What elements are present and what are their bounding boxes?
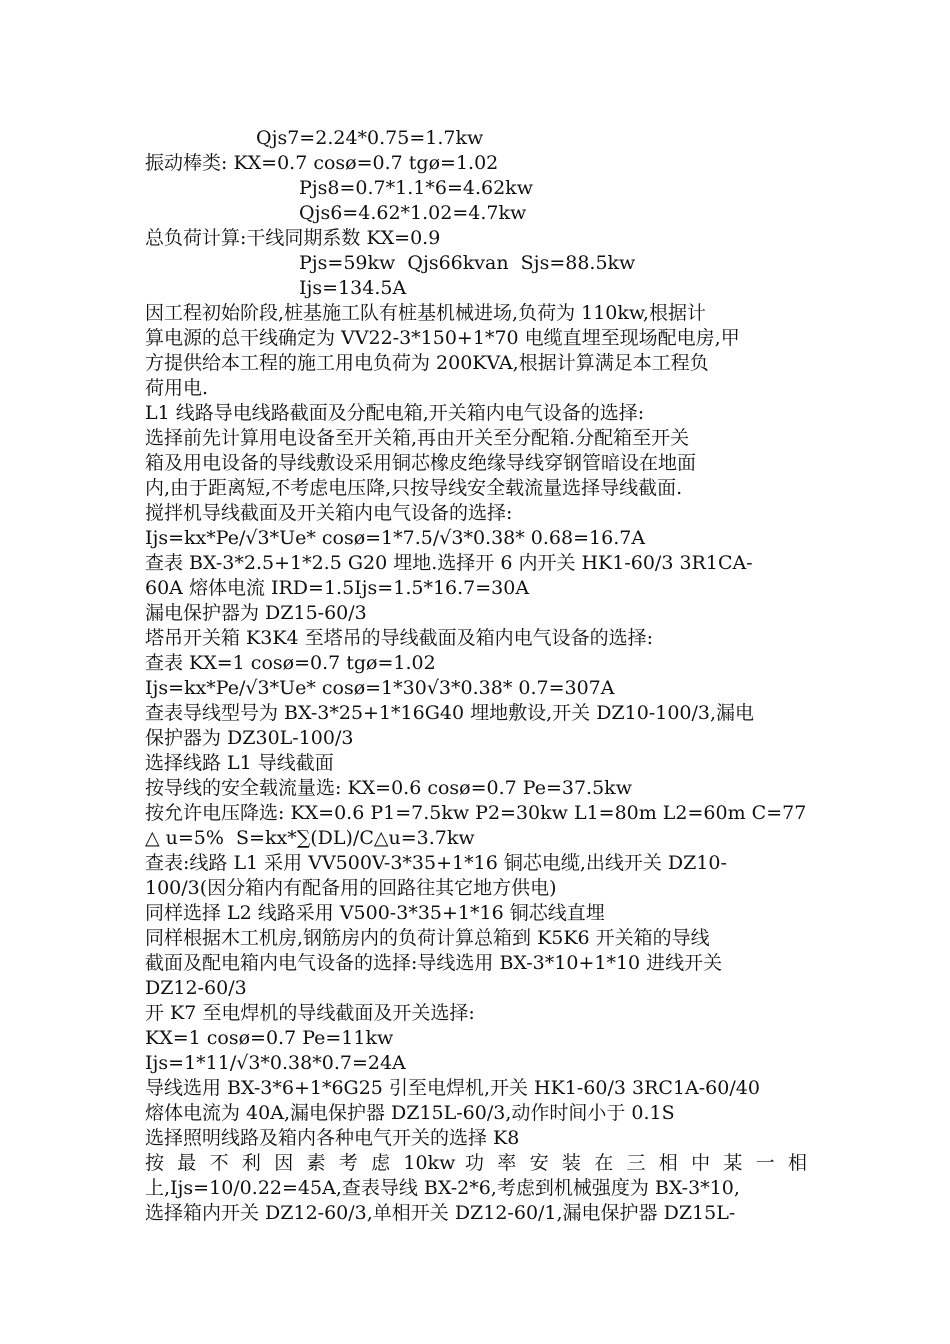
paragraph-line: 上,Ijs=10/0.22=45A,查表导线 BX-2*6,考虑到机械强度为 BX-3*10,: [145, 1177, 740, 1199]
paragraph-line: 箱及用电设备的导线敷设采用铜芯橡皮绝缘导线穿钢管暗设在地面: [145, 452, 697, 474]
paragraph-line: 漏电保护器为 DZ15-60/3: [145, 602, 367, 624]
welder-heading: 开 K7 至电焊机的导线截面及开关选择:: [145, 1002, 475, 1024]
mixer-heading: 搅拌机导线截面及开关箱内电气设备的选择:: [145, 502, 513, 524]
paragraph-line: 查表导线型号为 BX-3*25+1*16G40 埋地敷设,开关 DZ10-100/3,漏电: [145, 702, 755, 724]
paragraph-line: DZ12-60/3: [145, 977, 247, 999]
paragraph-line: 同样选择 L2 线路采用 V500-3*35+1*16 铜芯线直埋: [145, 902, 605, 924]
formula-crane-ijs: Ijs=kx*Pe/√3*Ue* cosø=1*30√3*0.38* 0.7=307A: [145, 677, 615, 699]
paragraph-line: 算电源的总干线确定为 VV22-3*150+1*70 电缆直埋至现场配电房,甲: [145, 327, 740, 349]
paragraph-line: 100/3(因分箱内有配备用的回路往其它地方供电): [145, 877, 557, 899]
paragraph-line: 截面及配电箱内电气设备的选择:导线选用 BX-3*10+1*10 进线开关: [145, 952, 723, 974]
formula-qjs7: Qjs7=2.24*0.75=1.7kw: [256, 127, 484, 149]
welder-params: KX=1 cosø=0.7 Pe=11kw: [145, 1027, 394, 1049]
paragraph-line: 保护器为 DZ30L-100/3: [145, 727, 354, 749]
formula-welder-ijs: Ijs=1*11/√3*0.38*0.7=24A: [145, 1052, 406, 1074]
paragraph-line: 查表 BX-3*2.5+1*2.5 G20 埋地.选择开 6 内开关 HK1-60/3 3R1CA-: [145, 552, 753, 574]
paragraph-line: 荷用电.: [145, 377, 209, 399]
l1-section-heading: 选择线路 L1 导线截面: [145, 752, 334, 774]
paragraph-line: 因工程初始阶段,桩基施工队有桩基机械进场,负荷为 110kw,根据计: [145, 302, 706, 324]
tower-crane-params: 查表 KX=1 cosø=0.7 tgø=1.02: [145, 652, 436, 674]
paragraph-line: 选择箱内开关 DZ12-60/3,单相开关 DZ12-60/1,漏电保护器 DZ15L-: [145, 1202, 736, 1224]
section-heading-l1: L1 线路导电线路截面及分配电箱,开关箱内电气设备的选择:: [145, 402, 645, 424]
total-load-heading: 总负荷计算:干线同期系数 KX=0.9: [145, 227, 441, 249]
formula-pjs8: Pjs8=0.7*1.1*6=4.62kw: [299, 177, 533, 199]
formula-qjs6: Qjs6=4.62*1.02=4.7kw: [299, 202, 527, 224]
paragraph-line: 内,由于距离短,不考虑电压降,只按导线安全载流量选择导线截面.: [145, 477, 683, 499]
paragraph-line: 按 最 不 利 因 素 考 虑 10kw 功 率 安 装 在 三 相 中 某 一 相: [145, 1152, 807, 1174]
lighting-heading: 选择照明线路及箱内各种电气开关的选择 K8: [145, 1127, 520, 1149]
paragraph-line: 导线选用 BX-3*6+1*6G25 引至电焊机,开关 HK1-60/3 3RC1A-60/40: [145, 1077, 760, 1099]
paragraph-line: 按允许电压降选: KX=0.6 P1=7.5kw P2=30kw L1=80m L2=60m C=77: [145, 802, 807, 824]
tower-crane-heading: 塔吊开关箱 K3K4 至塔吊的导线截面及箱内电气设备的选择:: [145, 627, 654, 649]
paragraph-line: 熔体电流为 40A,漏电保护器 DZ15L-60/3,动作时间小于 0.1S: [145, 1102, 675, 1124]
paragraph-line: 同样根据木工机房,钢筋房内的负荷计算总箱到 K5K6 开关箱的导线: [145, 927, 710, 949]
paragraph-line: 方提供给本工程的施工用电负荷为 200KVA,根据计算满足本工程负: [145, 352, 709, 374]
formula-voltage-drop: △ u=5% S=kx*∑(DL)/C△u=3.7kw: [145, 827, 475, 849]
formula-mixer-ijs: Ijs=kx*Pe/√3*Ue* cosø=1*7.5/√3*0.38* 0.68=16.7A: [145, 527, 646, 549]
paragraph-line: 选择前先计算用电设备至开关箱,再由开关至分配箱.分配箱至开关: [145, 427, 690, 449]
paragraph-line: 60A 熔体电流 IRD=1.5Ijs=1.5*16.7=30A: [145, 577, 530, 599]
paragraph-line: 查表:线路 L1 采用 VV500V-3*35+1*16 铜芯电缆,出线开关 DZ10-: [145, 852, 727, 874]
vibrator-params: 振动棒类: KX=0.7 cosø=0.7 tgø=1.02: [145, 152, 499, 174]
paragraph-line: 按导线的安全载流量选: KX=0.6 cosø=0.7 Pe=37.5kw: [145, 777, 632, 799]
total-load-values: Pjs=59kw Qjs66kvan Sjs=88.5kw: [299, 252, 636, 274]
total-current: Ijs=134.5A: [299, 277, 407, 299]
